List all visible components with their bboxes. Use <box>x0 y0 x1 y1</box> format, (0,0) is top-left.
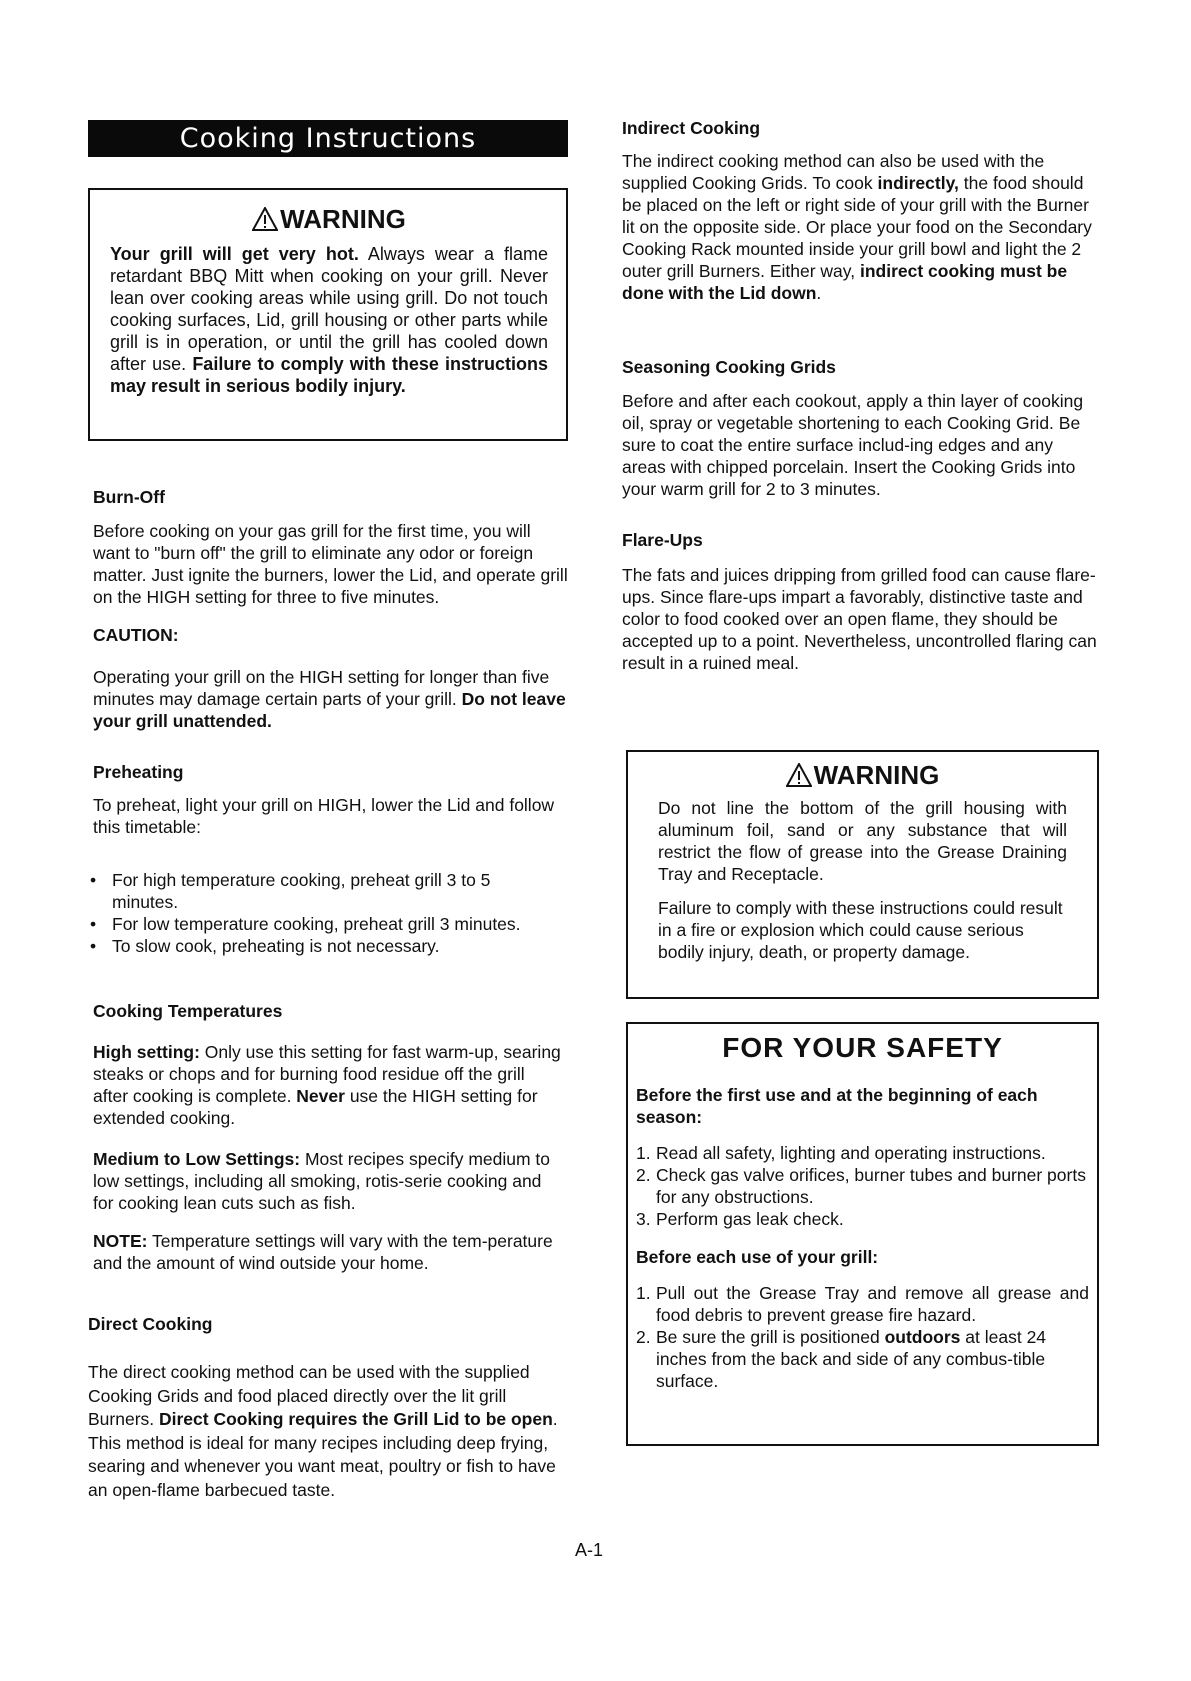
warning-box-heat <box>88 188 568 441</box>
indirect-heading: Indirect Cooking <box>622 118 761 138</box>
list-item: 2. Check gas valve orifices, burner tubes and burner ports for any obstructions. <box>636 1165 1086 1207</box>
list-item: 3. Perform gas leak check. <box>636 1209 844 1229</box>
warning-box-foil <box>626 750 1099 999</box>
list-item: • For low temperature cooking, preheat grill 3 minutes. <box>90 914 521 934</box>
list-item: 2. Be sure the grill is positioned outdoors at least 24 inches from the back and side of any combus-tible surface. <box>636 1327 1047 1391</box>
safety-list-each-use <box>636 1282 1089 1392</box>
page-title: Cooking Instructions <box>88 120 568 157</box>
temperatures-heading: Cooking Temperatures <box>93 1001 283 1021</box>
safety-heading: FOR YOUR SAFETY <box>722 1032 1003 1063</box>
preheating-heading: Preheating <box>93 762 184 782</box>
safety-subheading-each-use: Before each use of your grill: <box>636 1247 879 1267</box>
seasoning-heading: Seasoning Cooking Grids <box>622 357 836 377</box>
list-item: • For high temperature cooking, preheat grill 3 to 5 minutes. <box>90 870 491 912</box>
list-item: 1. Pull out the Grease Tray and remove all grease and food debris to prevent grease fire hazard. <box>636 1283 1089 1325</box>
warning-text-consequence: Failure to comply with these instructions could result in a fire or explosion which could cause serious bodily injury, death, or property damage. <box>658 898 1063 962</box>
preheating-list <box>88 869 528 957</box>
seasoning-text: Before and after each cookout, apply a thin layer of cooking oil, spray or vegetable shortening to each Cooking Grid. Be sure to coat the entire surface includ-ing edges and any areas with chipped porcelain. Insert the Cooking Grids into your warm grill for 2 to 3 minutes. <box>622 391 1084 499</box>
note-text: NOTE: Temperature settings will vary with the tem-perature and the amount of wind outside your home. <box>93 1231 553 1273</box>
indirect-text: The indirect cooking method can also be used with the supplied Cooking Grids. To cook indirectly, the food should be placed on the left or right side of your grill with the Burner lit on the opposite side. Or place your food on the Secondary Cooking Rack mounted inside your grill bowl and light the 2 outer grill Burners. Either way, indirect cooking must be done with the Lid down. <box>622 151 1092 303</box>
list-item: 1. Read all safety, lighting and operating instructions. <box>636 1143 1046 1163</box>
warning-heading: WARNING <box>110 204 548 235</box>
page-number: A-1 <box>575 1540 604 1560</box>
caution-text: Operating your grill on the HIGH setting for longer than five minutes may damage certain parts of your grill. Do not leave your grill unattended. <box>93 667 566 731</box>
high-setting-text: High setting: Only use this setting for fast warm-up, searing steaks or chops and for burning food residue off the grill after cooking is complete. Never use the HIGH setting for extended cooking. <box>93 1042 561 1128</box>
safety-box <box>626 1022 1099 1446</box>
direct-text: The direct cooking method can be used with the supplied Cooking Grids and food placed directly over the lit grill Burners. Direct Cooking requires the Grill Lid to be open. This method is ideal for many recipes including deep frying, searing and whenever you want meat, poultry or fish to have an open-flame barbecued taste. <box>88 1362 558 1500</box>
burnoff-text: Before cooking on your gas grill for the first time, you will want to "burn off" the grill to eliminate any odor or foreign matter. Just ignite the burners, lower the Lid, and operate grill on the HIGH setting for three to five minutes. <box>93 521 568 607</box>
warning-text: Your grill will get very hot. Always wear a flame retardant BBQ Mitt when cooking on your grill. Never lean over cooking areas while using grill. Do not touch cooking surfaces, Lid, grill housing or other parts while grill is in operation, or until the grill has cooled down after use. Failure to comply with these instructions may result in serious bodily injury. <box>110 244 548 396</box>
preheating-text: To preheat, light your grill on HIGH, lower the Lid and follow this timetable: <box>93 795 555 837</box>
safety-subheading-first-use: Before the first use and at the beginning of each season: <box>636 1085 1038 1127</box>
warning-triangle-icon <box>786 763 812 787</box>
safety-list-first-use <box>636 1142 1089 1230</box>
warning-text: Do not line the bottom of the grill housing with aluminum foil, sand or any substance that will restrict the flow of grease into the Grease Draining Tray and Receptacle. <box>658 798 1067 884</box>
flareups-text: The fats and juices dripping from grilled food can cause flare-ups. Since flare-ups impart a favorably, distinctive taste and color to food cooked over an open flame, they should be accepted up to a point. Nevertheless, uncontrolled flaring can result in a ruined meal. <box>622 565 1097 673</box>
medium-low-text: Medium to Low Settings: Most recipes specify medium to low settings, including all smoking, rotis-serie cooking and for cooking lean cuts such as fish. <box>93 1149 551 1213</box>
warning-triangle-icon <box>252 207 278 231</box>
list-item: • To slow cook, preheating is not necessary. <box>90 936 440 956</box>
direct-heading: Direct Cooking <box>88 1314 213 1334</box>
flareups-heading: Flare-Ups <box>622 530 703 550</box>
burnoff-heading: Burn-Off <box>93 487 165 507</box>
caution-label: CAUTION: <box>93 625 179 645</box>
warning-heading: WARNING <box>658 760 1067 791</box>
